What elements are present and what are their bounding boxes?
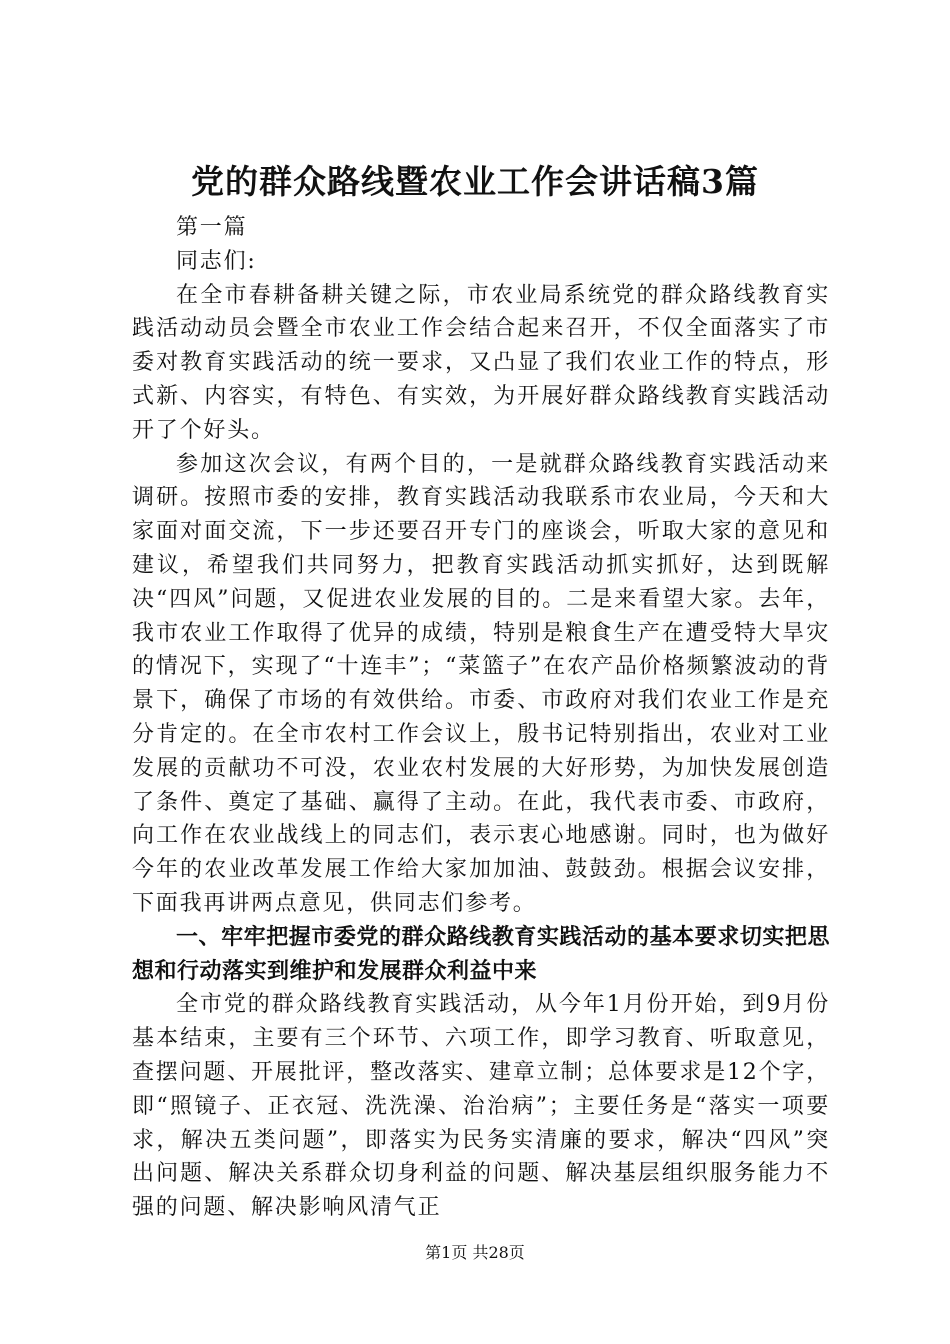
section-label: 第一篇: [176, 215, 248, 240]
section-heading: 一、牢牢把握市委党的群众路线教育实践活动的基本要求切实把思想和行动落实到维护和发展群众利益中来: [132, 923, 830, 984]
salutation: 同志们:: [176, 248, 257, 274]
body-paragraph: 全市党的群众路线教育实践活动，从今年1月份开始，到9月份基本结束，主要有三个环节、六项工作，即学习教育、听取意见，查摆问题、开展批评，整改落实、建章立制；总体要求是12个字，即“照镜子、正衣冠、洗洗澡、治治病”；主要任务是“落实一项要求，解决五类问题”，即落实为民务实清廉的要求，解决“四风”突出问题、解决关系群众切身利益的问题、解决基层组织服务能力不强的问题、解决影响风清气正: [132, 992, 830, 1221]
page-number: 第1页 共28页: [425, 1243, 525, 1262]
body-paragraph: 参加这次会议，有两个目的，一是就群众路线教育实践活动来调研。按照市委的安排，教育实践活动我联系市农业局，今天和大家面对面交流，下一步还要召开专门的座谈会，听取大家的意见和建议，希望我们共同努力，把教育实践活动抓实抓好，达到既解决“四风”问题，又促进农业发展的目的。二是来看望大家。去年，我市农业工作取得了优异的成绩，特别是粮食生产在遭受特大旱灾的情况下，实现了“十连丰”；“菜篮子”在农产品价格频繁波动的背景下，确保了市场的有效供给。市委、市政府对我们农业工作是充分肯定的。在全市农村工作会议上，殷书记特别指出，农业对工业发展的贡献功不可没，农业农村发展的大好形势，为加快发展创造了条件、奠定了基础、赢得了主动。在此，我代表市委、市政府，向工作在农业战线上的同志们，表示衷心地感谢。同时，也为做好今年的农业改革发展工作给大家加加油、鼓鼓劲。根据会议安排，下面我再讲两点意见，供同志们参考。: [132, 451, 830, 916]
body-paragraph: 在全市春耕备耕关键之际，市农业局系统党的群众路线教育实践活动动员会暨全市农业工作会结合起来召开，不仅全面落实了市委对教育实践活动的统一要求，又凸显了我们农业工作的特点，形式新、内容实，有特色、有实效，为开展好群众路线教育实践活动开了个好头。: [132, 282, 830, 443]
document-title: 党的群众路线暨农业工作会讲话稿3篇: [191, 162, 759, 201]
document-body: [132, 211, 830, 1225]
